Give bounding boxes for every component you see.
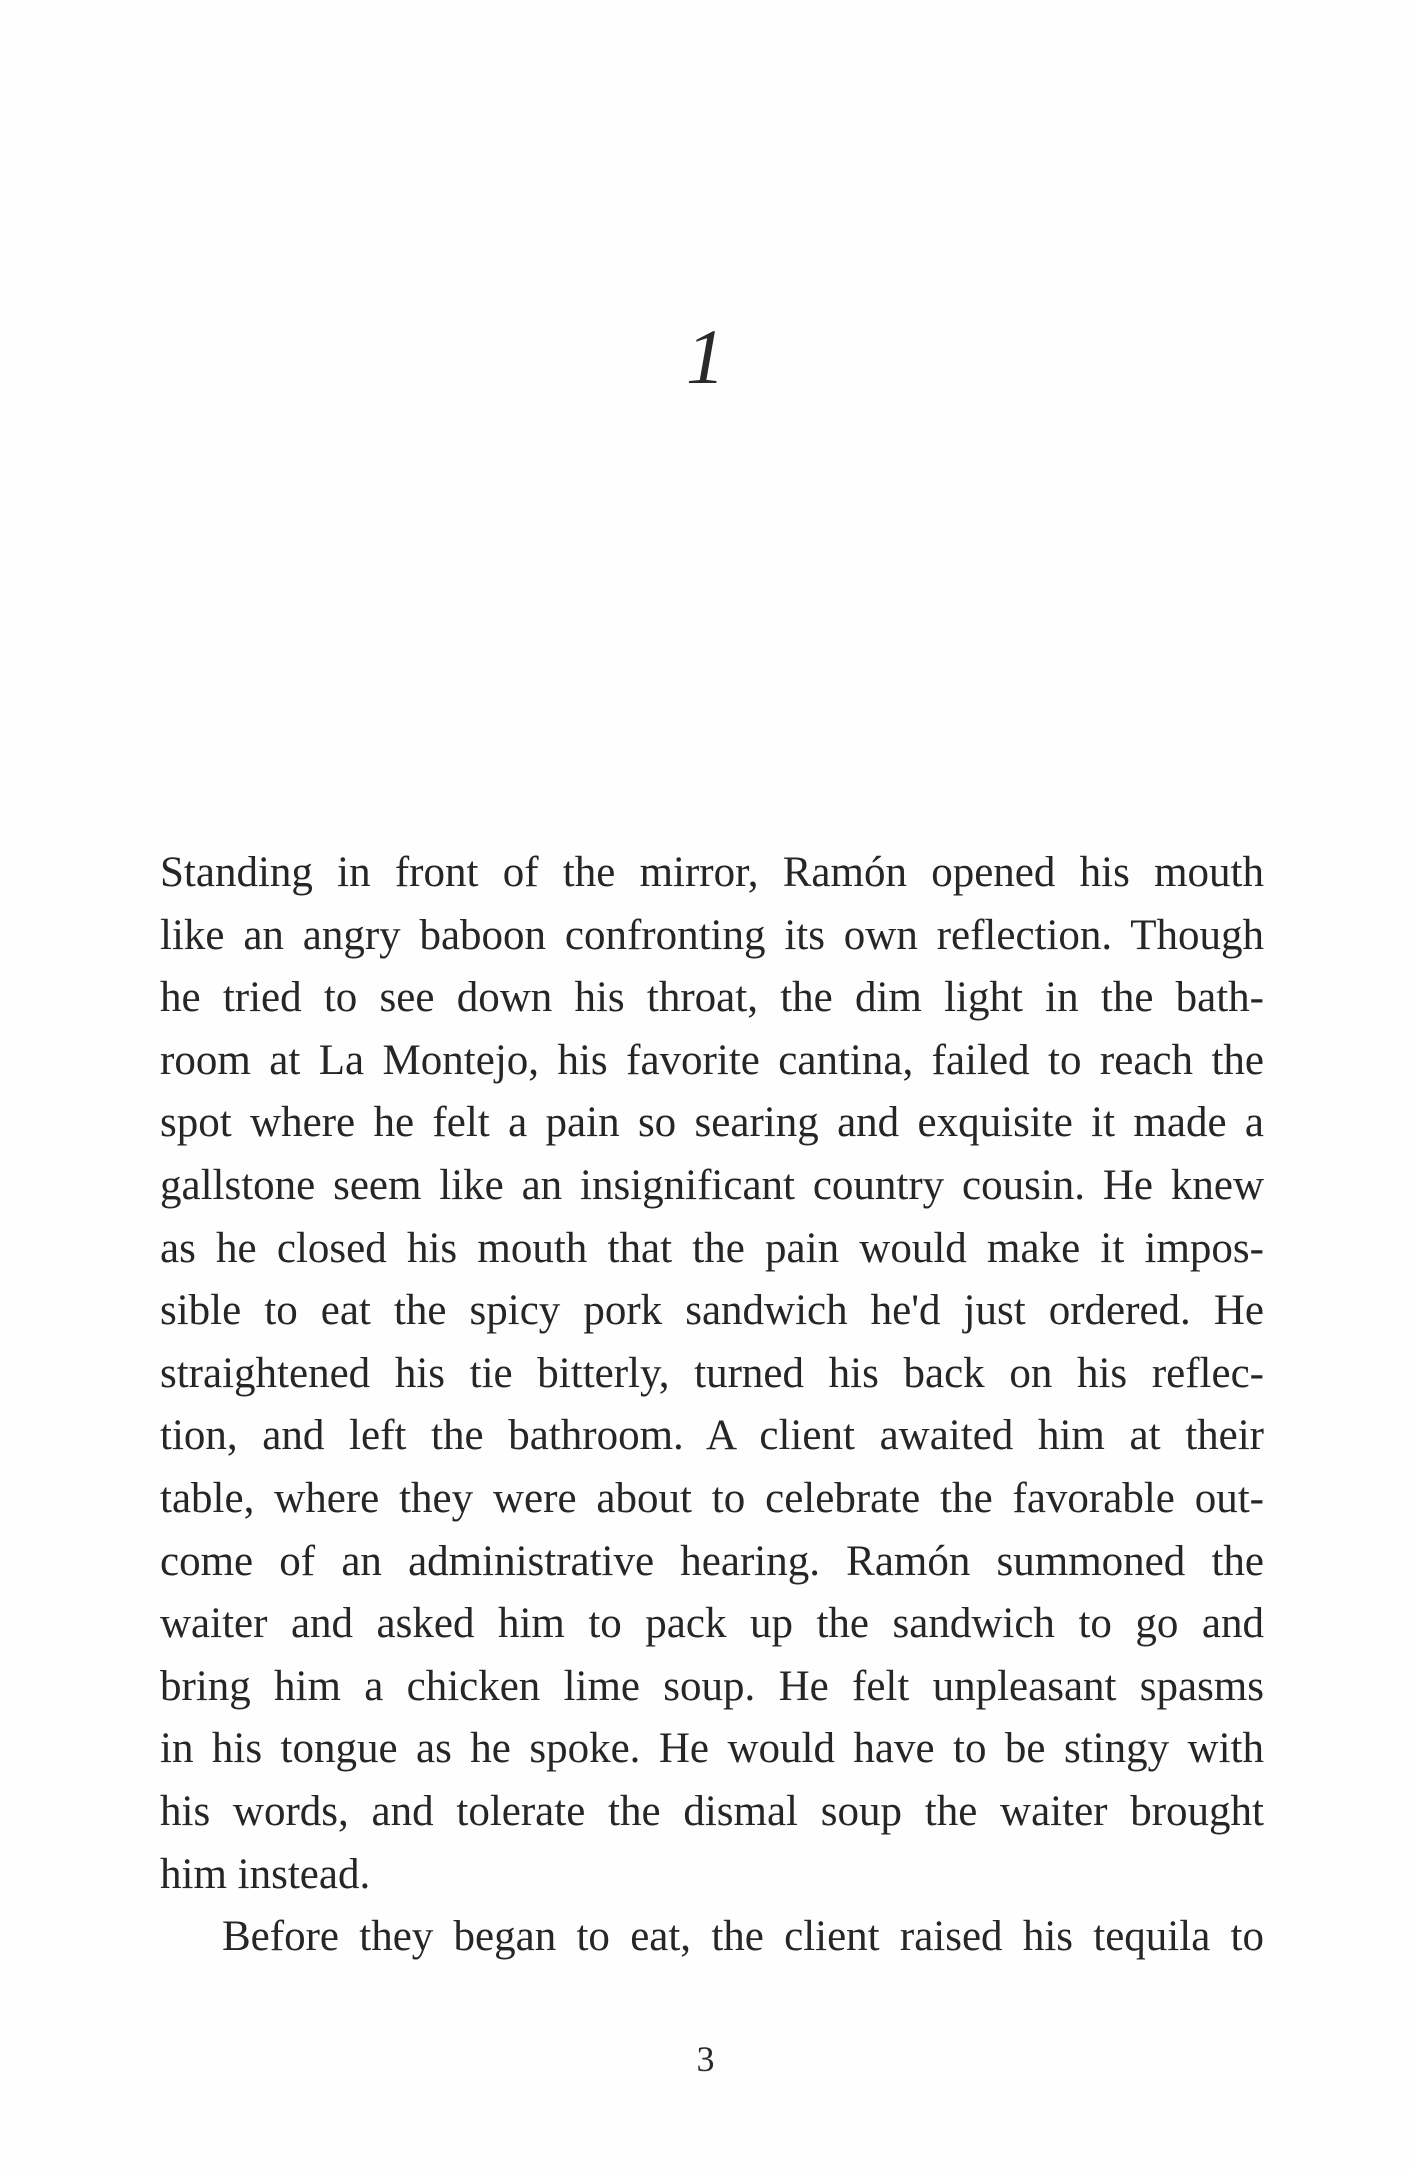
text-line: like an angry baboon confronting its own reflection. Though	[160, 911, 1264, 959]
paragraph-start-line: Before they began to eat, the client raised his tequila to	[222, 1913, 1264, 1961]
text-line: waiter and asked him to pack up the sandwich to go and	[160, 1600, 1264, 1648]
text-line: his words, and tolerate the dismal soup the waiter brought	[160, 1787, 1264, 1835]
chapter-number: 1	[686, 313, 725, 400]
text-line: table, where they were about to celebrate the favorable out-	[160, 1474, 1264, 1522]
text-line: come of an administrative hearing. Ramón summoned the	[160, 1537, 1264, 1585]
body-text	[160, 842, 1264, 1969]
text-line: room at La Montejo, his favorite cantina, failed to reach the	[160, 1036, 1264, 1084]
text-line: bring him a chicken lime soup. He felt unpleasant spasms	[160, 1662, 1264, 1710]
text-line: spot where he felt a pain so searing and exquisite it made a	[160, 1099, 1264, 1147]
text-line: gallstone seem like an insignificant country cousin. He knew	[160, 1161, 1264, 1209]
text-line: Standing in front of the mirror, Ramón opened his mouth	[160, 849, 1264, 896]
text-line: straightened his tie bitterly, turned his back on his reflec-	[160, 1349, 1264, 1397]
page-number: 3	[696, 2039, 715, 2079]
text-line: as he closed his mouth that the pain would make it impos-	[160, 1224, 1264, 1272]
text-line: sible to eat the spicy pork sandwich he'd just ordered. He	[160, 1287, 1264, 1335]
text-line: in his tongue as he spoke. He would have to be stingy with	[160, 1725, 1264, 1773]
text-line: tion, and left the bathroom. A client awaited him at their	[160, 1412, 1264, 1460]
paragraph-end-line: him instead.	[160, 1850, 371, 1898]
text-line: he tried to see down his throat, the dim light in the bath-	[160, 974, 1264, 1022]
